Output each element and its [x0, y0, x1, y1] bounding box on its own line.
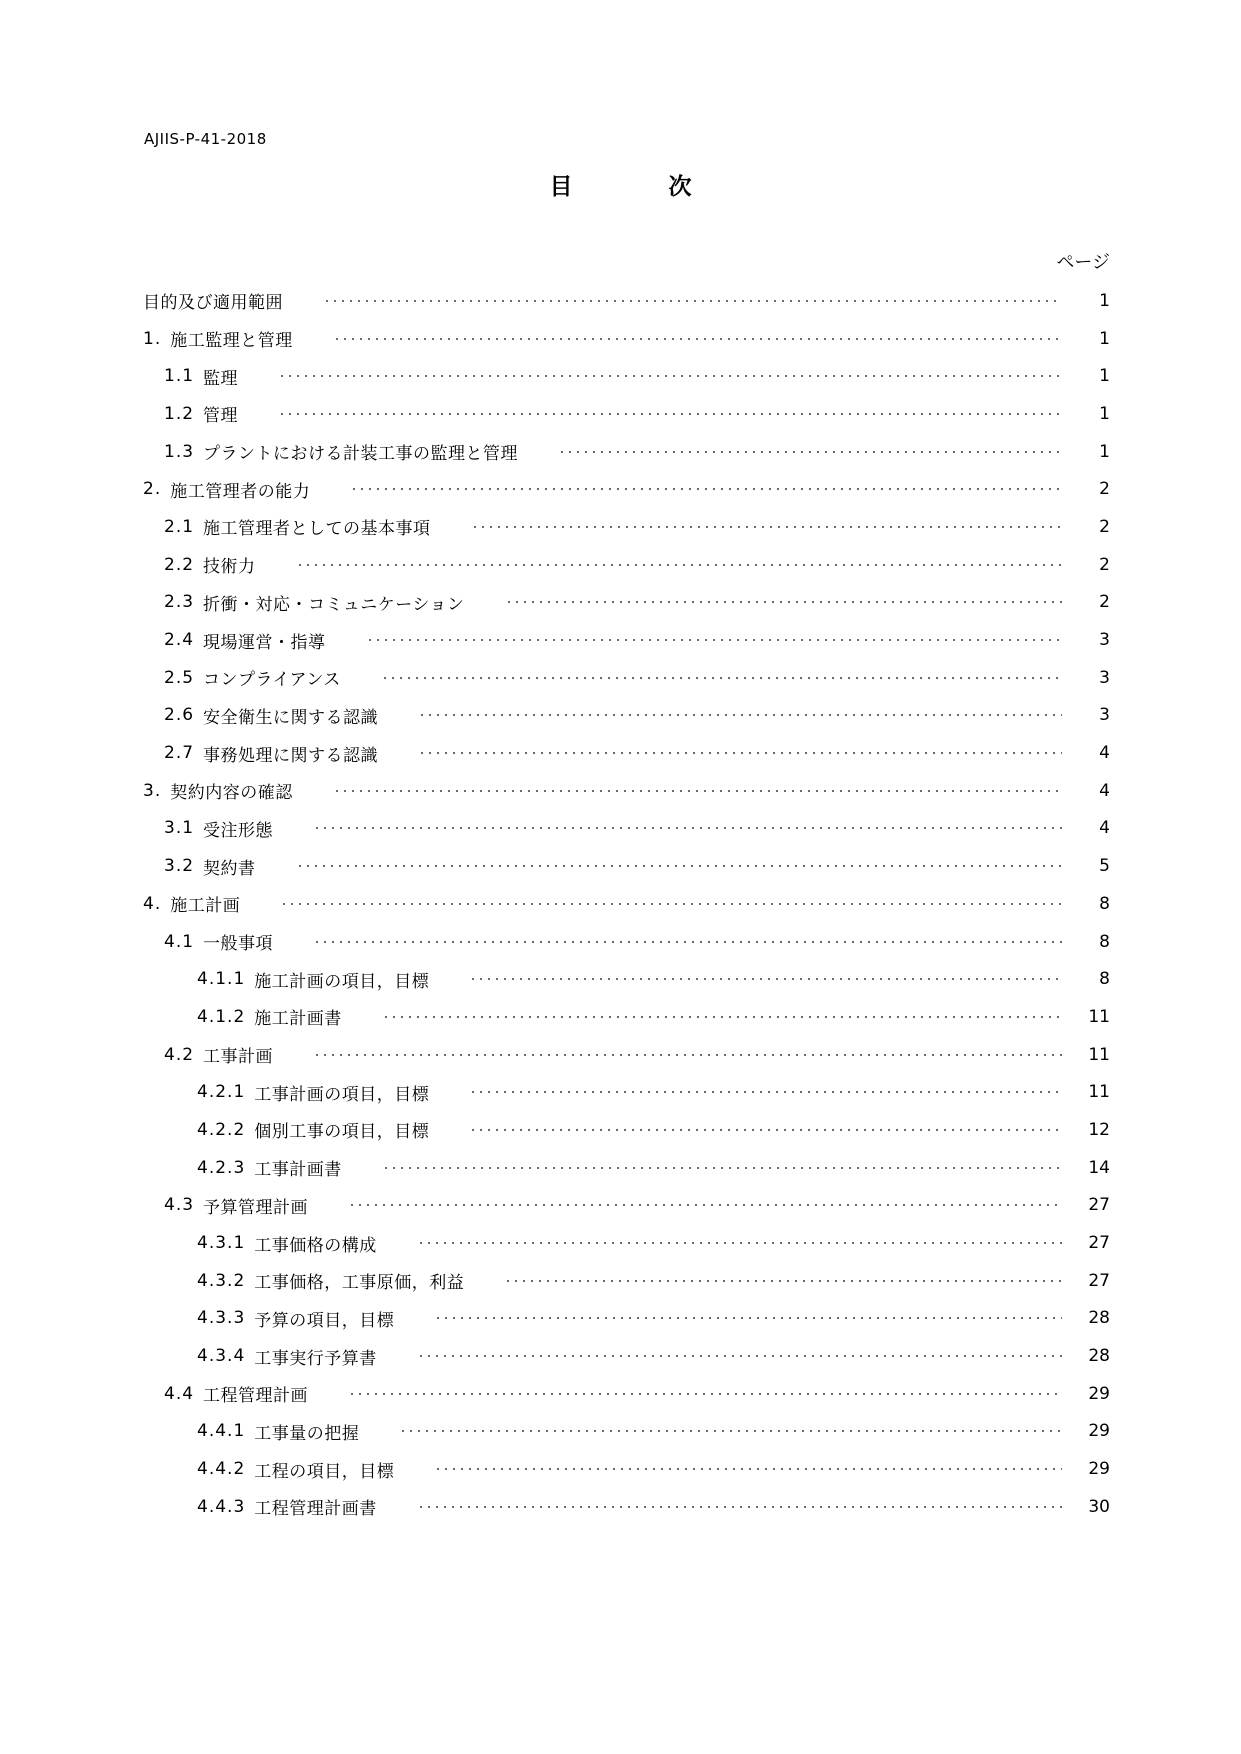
toc-dot-leader [417, 1242, 1062, 1244]
toc-entry[interactable] [143, 1262, 1110, 1300]
toc-entry-page-number: 11 [1088, 1082, 1110, 1103]
toc-entry-label: 工事計画 [203, 1047, 274, 1068]
toc-entry-number: 2.1 [164, 516, 195, 537]
toc-entry[interactable] [143, 998, 1110, 1036]
page-column-label: ページ [1056, 252, 1110, 273]
toc-entry-number: 4.4.1 [197, 1421, 246, 1442]
toc-entry[interactable] [143, 1073, 1110, 1111]
toc-entry[interactable] [143, 1488, 1110, 1526]
toc-entry-page-number: 2 [1099, 516, 1110, 537]
toc-entry-number: 3.1 [164, 818, 195, 839]
toc-entry-page-number: 14 [1088, 1157, 1110, 1178]
toc-dot-leader [469, 1129, 1062, 1131]
toc-dot-leader [278, 375, 1062, 377]
toc-entry-label: 技術力 [203, 557, 256, 578]
toc-entry-page-number: 5 [1099, 856, 1110, 877]
toc-entry-label: 工事量の把握 [254, 1423, 360, 1444]
toc-entry-number: 4.2 [164, 1044, 195, 1065]
toc-entry-page-number: 30 [1088, 1496, 1110, 1517]
toc-entry[interactable] [143, 659, 1110, 697]
toc-entry[interactable] [143, 584, 1110, 622]
toc-entry-label: 受注形態 [203, 820, 274, 841]
toc-dot-leader [434, 1468, 1062, 1470]
page-title [0, 168, 1241, 201]
table-of-contents [143, 282, 1110, 1526]
toc-entry-number: 4. [143, 893, 162, 914]
toc-entry-page-number: 3 [1099, 630, 1110, 651]
toc-entry-number: 2. [143, 479, 162, 500]
toc-entry-page-number: 4 [1099, 818, 1110, 839]
toc-entry-page-number: 29 [1088, 1459, 1110, 1480]
toc-entry-number: 4.2.1 [197, 1082, 246, 1103]
toc-entry[interactable] [143, 734, 1110, 772]
toc-entry-label: 工事計画書 [254, 1160, 342, 1181]
toc-entry-number: 3. [143, 780, 162, 801]
toc-entry-page-number: 29 [1088, 1421, 1110, 1442]
toc-entry-label: 工程管理計画書 [254, 1499, 377, 1520]
toc-entry-label: 工程管理計画 [203, 1386, 309, 1407]
toc-entry-label: 一般事項 [203, 934, 274, 955]
toc-entry-page-number: 8 [1099, 893, 1110, 914]
toc-dot-leader [417, 1506, 1062, 1508]
toc-entry[interactable] [143, 320, 1110, 358]
toc-entry-page-number: 1 [1099, 403, 1110, 424]
toc-entry[interactable] [143, 1375, 1110, 1413]
toc-entry[interactable] [143, 923, 1110, 961]
toc-entry-label: 安全衛生に関する認識 [203, 707, 379, 728]
toc-entry-number: 4.2.2 [197, 1119, 246, 1140]
toc-dot-leader [296, 564, 1062, 566]
document-code: AJIIS-P-41-2018 [144, 130, 267, 148]
toc-dot-leader [434, 1317, 1062, 1319]
toc-entry-page-number: 27 [1088, 1233, 1110, 1254]
toc-entry-label: 管理 [203, 406, 239, 427]
toc-dot-leader [333, 338, 1062, 340]
toc-entry-page-number: 4 [1099, 780, 1110, 801]
toc-entry-label: 施工監理と管理 [170, 331, 293, 352]
toc-entry-number: 4.4.3 [197, 1496, 246, 1517]
toc-dot-leader [418, 714, 1062, 716]
toc-entry-number: 2.6 [164, 705, 195, 726]
toc-entry-number: 1.2 [164, 403, 195, 424]
toc-dot-leader [399, 1430, 1062, 1432]
toc-entry-page-number: 4 [1099, 743, 1110, 764]
toc-entry[interactable] [143, 960, 1110, 998]
toc-entry-label: 予算管理計画 [203, 1197, 309, 1218]
toc-dot-leader [296, 865, 1062, 867]
toc-dot-leader [504, 1280, 1062, 1282]
toc-dot-leader [348, 1204, 1062, 1206]
toc-entry-page-number: 8 [1099, 969, 1110, 990]
toc-entry-number: 1.1 [164, 366, 195, 387]
toc-entry-page-number: 1 [1099, 441, 1110, 462]
toc-entry-number: 4.3.3 [197, 1308, 246, 1329]
toc-entry[interactable] [143, 508, 1110, 546]
toc-entry-label: 契約内容の確認 [170, 783, 293, 804]
toc-dot-leader [313, 941, 1062, 943]
toc-entry-page-number: 28 [1088, 1308, 1110, 1329]
toc-entry[interactable] [143, 847, 1110, 885]
toc-entry-label: 工程の項目，目標 [254, 1461, 395, 1482]
toc-dot-leader [323, 300, 1062, 302]
toc-entry[interactable] [143, 357, 1110, 395]
toc-entry-label: 施工管理者としての基本事項 [203, 519, 431, 540]
toc-entry-number: 4.3.1 [197, 1233, 246, 1254]
toc-entry-page-number: 12 [1088, 1119, 1110, 1140]
toc-dot-leader [418, 752, 1062, 754]
toc-entry-label: 現場運営・指導 [203, 632, 326, 653]
toc-entry-label: 施工計画の項目，目標 [254, 971, 430, 992]
toc-entry-label: コンプライアンス [203, 670, 341, 691]
toc-entry-number: 4.2.3 [197, 1157, 246, 1178]
toc-entry-page-number: 3 [1099, 667, 1110, 688]
toc-entry[interactable] [143, 1187, 1110, 1225]
toc-entry[interactable] [143, 1036, 1110, 1074]
toc-entry[interactable] [143, 1300, 1110, 1338]
toc-entry-page-number: 27 [1088, 1195, 1110, 1216]
toc-entry-page-number: 1 [1099, 366, 1110, 387]
toc-dot-leader [280, 903, 1062, 905]
toc-entry-number: 4.1 [164, 931, 195, 952]
toc-dot-leader [366, 639, 1062, 641]
toc-entry-page-number: 3 [1099, 705, 1110, 726]
toc-entry-label: 施工管理者の能力 [170, 481, 311, 502]
toc-entry[interactable] [143, 395, 1110, 433]
toc-entry[interactable] [143, 772, 1110, 810]
toc-entry-label: 契約書 [203, 858, 256, 879]
title-char-1: 目 [549, 174, 573, 200]
toc-entry-number: 4.1.1 [197, 969, 246, 990]
toc-dot-leader [350, 488, 1062, 490]
toc-dot-leader [469, 978, 1062, 980]
toc-entry[interactable] [143, 1450, 1110, 1488]
toc-entry-number: 4.1.2 [197, 1006, 246, 1027]
toc-entry[interactable] [143, 1413, 1110, 1451]
toc-entry[interactable] [143, 546, 1110, 584]
toc-dot-leader [278, 413, 1062, 415]
toc-entry[interactable] [143, 1149, 1110, 1187]
toc-entry-page-number: 1 [1099, 290, 1110, 311]
toc-dot-leader [417, 1355, 1062, 1357]
toc-entry-number: 4.3.4 [197, 1346, 246, 1367]
toc-entry-label: 予算の項目，目標 [254, 1310, 395, 1331]
toc-entry-number: 3.2 [164, 856, 195, 877]
toc-entry-number: 2.3 [164, 592, 195, 613]
toc-entry-label: 事務処理に関する認識 [203, 745, 379, 766]
toc-dot-leader [313, 1054, 1062, 1056]
toc-entry[interactable] [143, 282, 1110, 320]
toc-entry-number: 1. [143, 328, 162, 349]
toc-dot-leader [558, 451, 1062, 453]
toc-entry[interactable] [143, 1111, 1110, 1149]
toc-entry-number: 1.3 [164, 441, 195, 462]
toc-dot-leader [505, 601, 1062, 603]
toc-entry[interactable] [143, 697, 1110, 735]
toc-entry-label: 工事価格，工事原価，利益 [254, 1273, 465, 1294]
toc-entry-number: 4.4.2 [197, 1459, 246, 1480]
toc-dot-leader [471, 526, 1062, 528]
toc-dot-leader [333, 790, 1062, 792]
toc-entry-number: 4.4 [164, 1383, 195, 1404]
toc-entry[interactable] [143, 1224, 1110, 1262]
toc-entry-page-number: 11 [1088, 1044, 1110, 1065]
toc-entry[interactable] [143, 810, 1110, 848]
toc-entry[interactable] [143, 621, 1110, 659]
toc-entry-page-number: 29 [1088, 1383, 1110, 1404]
toc-entry-label: 施工計画書 [254, 1009, 342, 1030]
toc-entry-number: 2.5 [164, 667, 195, 688]
toc-entry-label: 目的及び適用範囲 [143, 293, 283, 314]
toc-entry-number: 4.3.2 [197, 1270, 246, 1291]
title-char-2: 次 [668, 174, 692, 200]
toc-entry-label: 折衝・対応・コミュニケーション [203, 594, 465, 615]
toc-entry-page-number: 2 [1099, 479, 1110, 500]
toc-entry-label: 監理 [203, 368, 239, 389]
toc-entry-page-number: 2 [1099, 554, 1110, 575]
toc-entry-page-number: 28 [1088, 1346, 1110, 1367]
toc-dot-leader [469, 1091, 1062, 1093]
toc-dot-leader [348, 1393, 1062, 1395]
toc-dot-leader [382, 1167, 1062, 1169]
toc-entry-label: 施工計画 [170, 896, 241, 917]
toc-entry-label: プラントにおける計装工事の監理と管理 [203, 444, 519, 465]
toc-entry-page-number: 8 [1099, 931, 1110, 952]
toc-entry-number: 4.3 [164, 1195, 195, 1216]
toc-entry-page-number: 11 [1088, 1006, 1110, 1027]
toc-entry-number: 2.7 [164, 743, 195, 764]
toc-entry-number: 2.2 [164, 554, 195, 575]
toc-entry-number: 2.4 [164, 630, 195, 651]
toc-entry-page-number: 2 [1099, 592, 1110, 613]
toc-entry[interactable] [143, 1337, 1110, 1375]
toc-entry[interactable] [143, 470, 1110, 508]
toc-entry[interactable] [143, 433, 1110, 471]
toc-entry-page-number: 27 [1088, 1270, 1110, 1291]
toc-entry-label: 個別工事の項目，目標 [254, 1122, 430, 1143]
toc-dot-leader [313, 827, 1062, 829]
toc-entry[interactable] [143, 885, 1110, 923]
toc-dot-leader [382, 1016, 1062, 1018]
toc-entry-label: 工事計画の項目，目標 [254, 1084, 430, 1105]
toc-entry-page-number: 1 [1099, 328, 1110, 349]
toc-entry-label: 工事実行予算書 [254, 1348, 377, 1369]
toc-dot-leader [381, 677, 1062, 679]
toc-entry-label: 工事価格の構成 [254, 1235, 377, 1256]
